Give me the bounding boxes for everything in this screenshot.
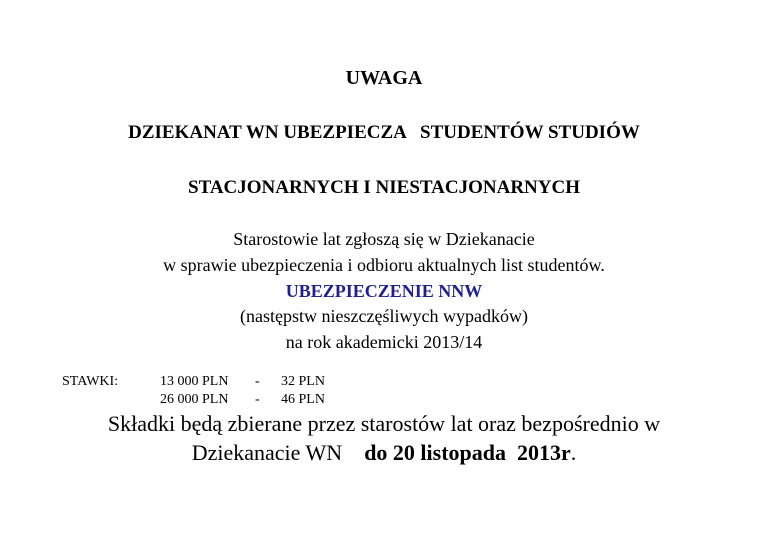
rate-dash: - [255,392,260,407]
body-line-1: Starostowie lat zgłoszą się w Dziekanacie [233,229,535,249]
rate-dash: - [255,374,260,389]
closing-deadline: do 20 listopada 2013r [364,440,571,465]
closing-suffix: . [570,440,577,465]
body-line-2: w sprawie ubezpieczenia i odbioru aktualnych list studentów. [163,255,605,275]
rate-amount: 26 000 PLN [160,392,229,407]
rate-row [160,373,325,391]
insurance-description: (następstw nieszczęśliwych wypadków) [240,306,528,326]
academic-year: na rok akademicki 2013/14 [285,332,483,352]
rates-label: STAWKI: [62,374,119,389]
closing-line-1: Składki będą zbierane przez starostów lat oraz bezpośrednio w [107,411,661,436]
closing-prefix: Dziekanacie WN [191,440,343,465]
rate-row [160,391,325,409]
rate-fee: 46 PLN [281,392,325,407]
closing-line-2 [0,440,768,466]
notice-heading-line2: STACJONARNYCH I NIESTACJONARNYCH [188,177,580,198]
notice-title: UWAGA [345,67,423,89]
rate-amount: 13 000 PLN [160,374,229,389]
rate-fee: 32 PLN [281,374,325,389]
insurance-name: UBEZPIECZENIE NNW [285,281,483,301]
notice-heading-line1: DZIEKANAT WN UBEZPIECZA STUDENTÓW STUDIÓW [128,122,640,143]
